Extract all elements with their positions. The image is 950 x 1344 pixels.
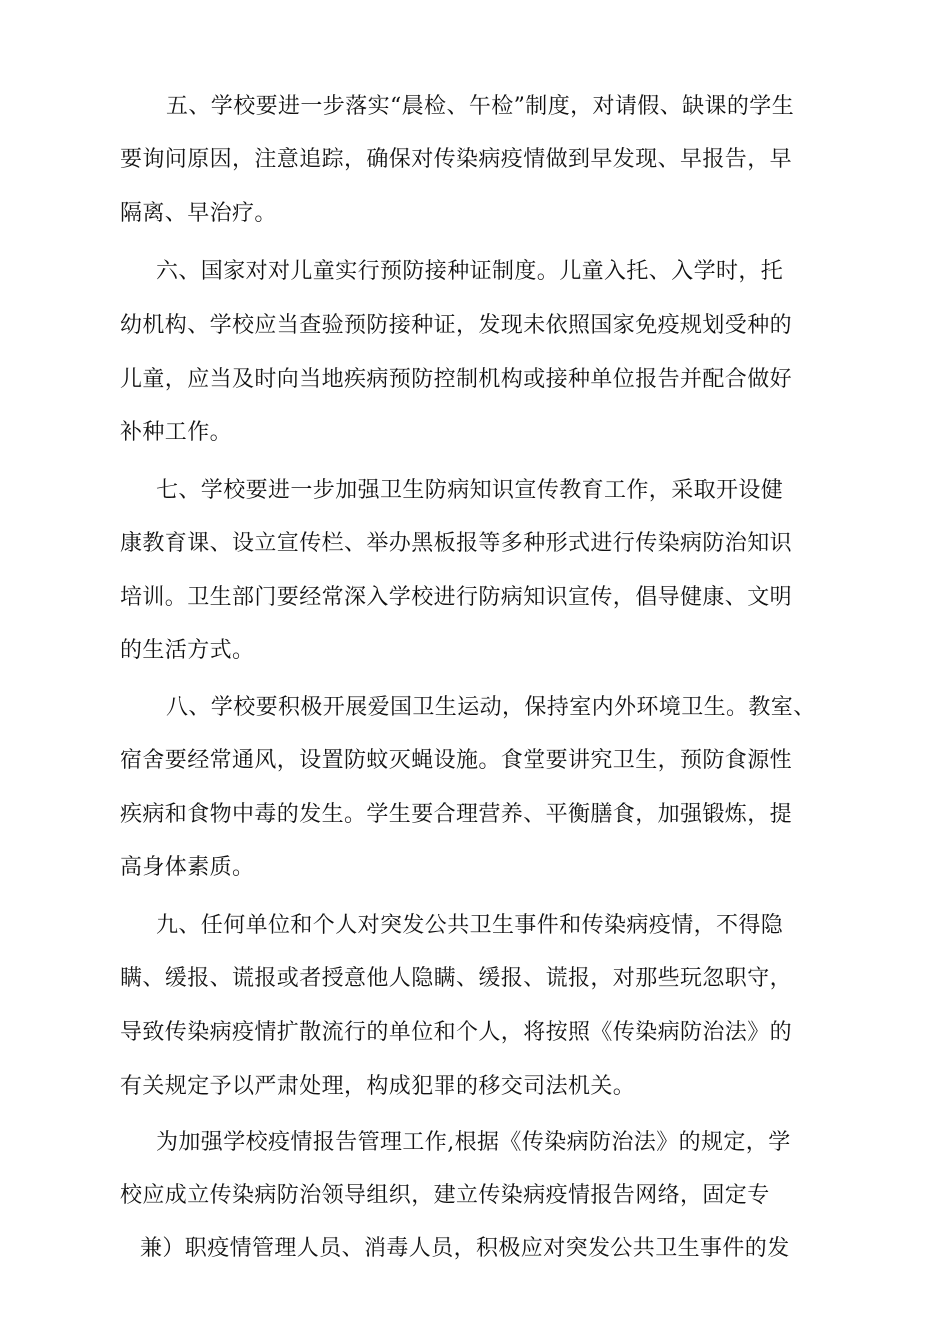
text-line: 补种工作。	[120, 420, 233, 445]
text-line: 校应成立传染病防治领导组织，建立传染病疫情报告网络，固定专	[120, 1183, 770, 1208]
text-line: 六、国家对对儿童实行预防接种证制度。儿童入托、入学时，托	[156, 259, 784, 284]
text-line: 有关规定予以严肃处理，构成犯罪的移交司法机关。	[120, 1074, 636, 1099]
text-line: 幼机构、学校应当查验预防接种证，发现未依照国家免疫规划受种的	[120, 313, 793, 338]
text-line: 要询问原因，注意追踪，确保对传染病疫情做到早发现、早报告，早	[120, 147, 793, 172]
text-line: 疾病和食物中毒的发生。学生要合理营养、平衡膳食，加强锻炼，提	[120, 802, 793, 827]
text-line: 宿舍要经常通风，设置防蚊灭蝇设施。食堂要讲究卫生，预防食源性	[120, 748, 793, 773]
text-line: 康教育课、设立宣传栏、举办黑板报等多种形式进行传染病防治知识	[120, 531, 793, 556]
text-line: 兼）职疫情管理人员、消毒人员，积极应对突发公共卫生事件的发	[140, 1236, 790, 1261]
text-line: 七、学校要进一步加强卫生防病知识宣传教育工作，采取开设健	[156, 478, 784, 503]
text-line: 高身体素质。	[120, 855, 255, 880]
text-line: 隔离、早治疗。	[120, 201, 277, 226]
text-line: 五、学校要进一步落实“晨检、午检”制度，对请假、缺课的学生	[166, 94, 795, 119]
text-line: 八、学校要积极开展爱国卫生运动，保持室内外环境卫生。教室、	[166, 695, 816, 720]
text-line: 儿童，应当及时向当地疾病预防控制机构或接种单位报告并配合做好	[120, 367, 793, 392]
text-line: 瞒、缓报、谎报或者授意他人隐瞒、缓报、谎报，对那些玩忽职守，	[120, 966, 793, 991]
text-line: 导致传染病疫情扩散流行的单位和个人，将按照《传染病防治法》的	[120, 1020, 793, 1045]
text-line: 九、任何单位和个人对突发公共卫生事件和传染病疫情，不得隐	[156, 913, 784, 938]
text-line: 的生活方式。	[120, 638, 255, 663]
text-line: 为加强学校疫情报告管理工作,根据《传染病防治法》的规定，学	[156, 1130, 791, 1155]
text-line: 培训。卫生部门要经常深入学校进行防病知识宣传，倡导健康、文明	[120, 585, 793, 610]
